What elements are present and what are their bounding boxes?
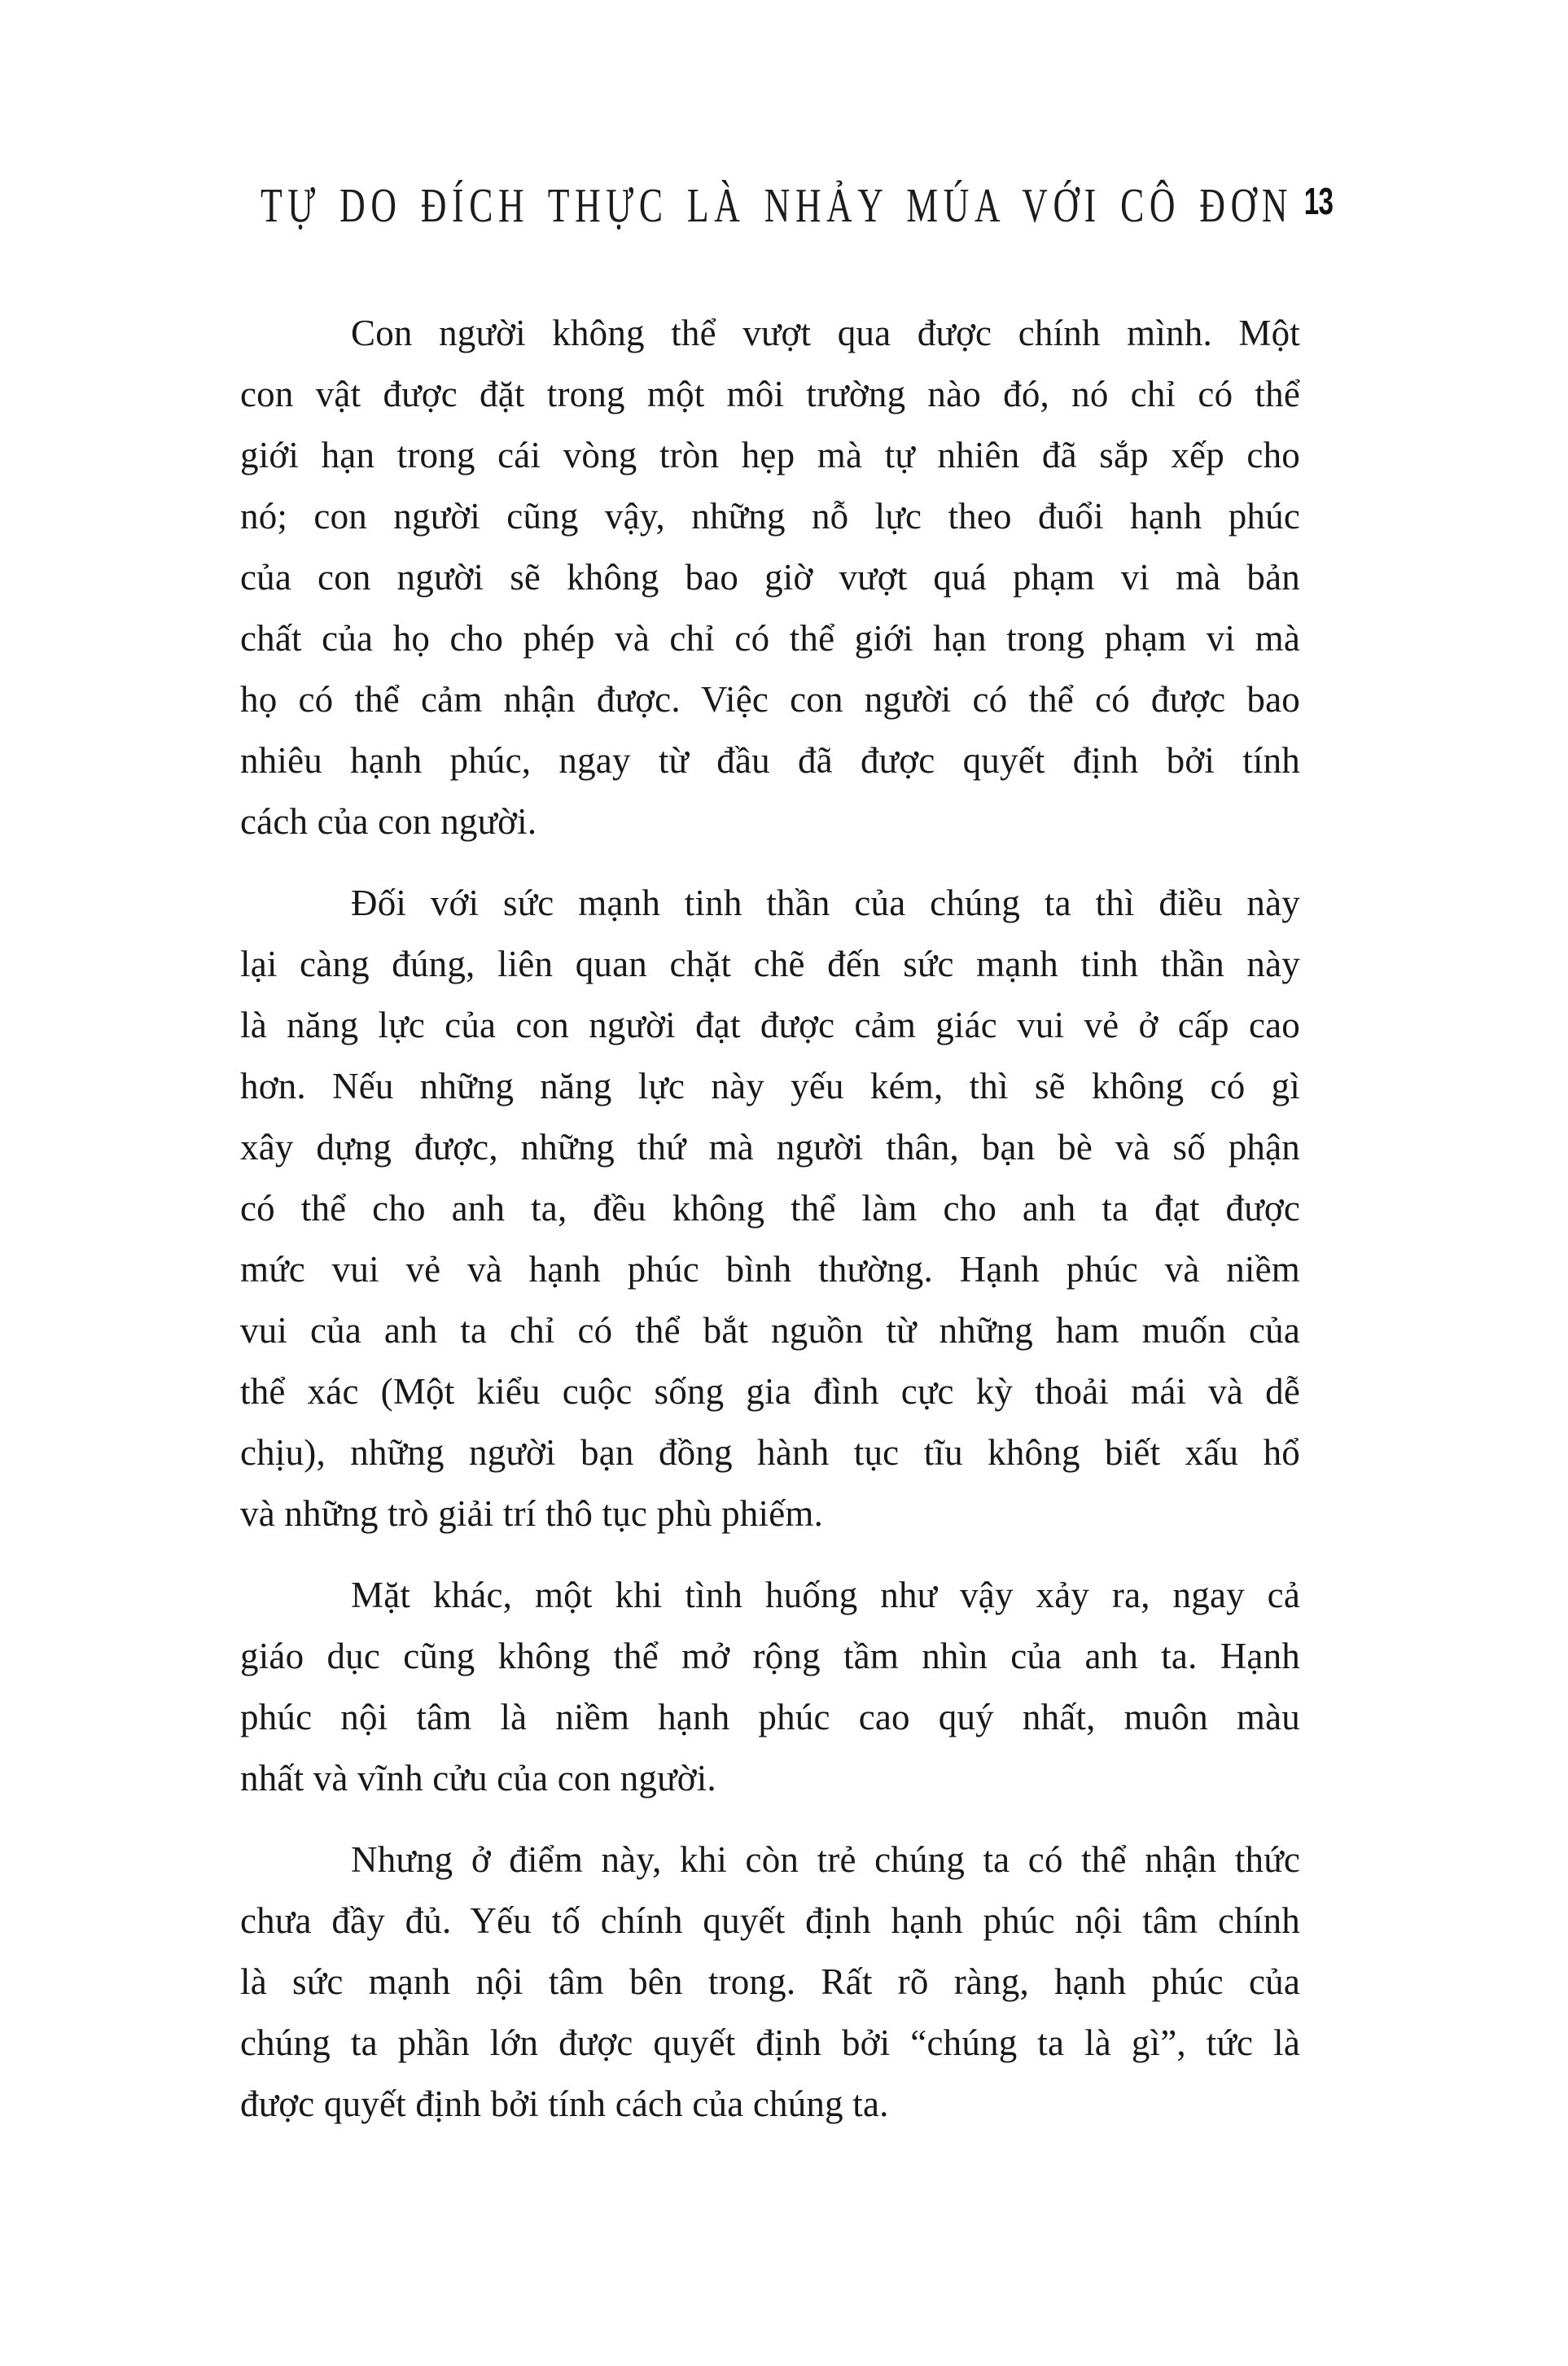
text-line: Con người không thể vượt qua được chính mình. Một: [351, 313, 1300, 353]
text-line: có thể cho anh ta, đều không thể làm cho anh ta đạt được: [240, 1188, 1300, 1229]
text-line: là sức mạnh nội tâm bên trong. Rất rõ ràng, hạnh phúc của: [240, 1961, 1300, 2002]
text-line: nhất và vĩnh cửu của con người.: [240, 1758, 716, 1799]
paragraph: [240, 1565, 1300, 1809]
body-text: [240, 303, 1300, 2155]
text-line: thể xác (Một kiểu cuộc sống gia đình cực kỳ thoải mái và dễ: [240, 1371, 1300, 1412]
text-line: nhiêu hạnh phúc, ngay từ đầu đã được quyết định bởi tính: [240, 740, 1300, 781]
text-line: và những trò giải trí thô tục phù phiếm.: [240, 1493, 824, 1534]
text-line: cách của con người.: [240, 801, 537, 842]
text-line: được quyết định bởi tính cách của chúng ta.: [240, 2083, 889, 2124]
text-line: chất của họ cho phép và chỉ có thể giới hạn trong phạm vi mà: [240, 618, 1300, 659]
text-line: chưa đầy đủ. Yếu tố chính quyết định hạnh phúc nội tâm chính: [240, 1900, 1300, 1941]
text-line: phúc nội tâm là niềm hạnh phúc cao quý nhất, muôn màu: [240, 1697, 1300, 1737]
text-line: lại càng đúng, liên quan chặt chẽ đến sức mạnh tinh thần này: [240, 944, 1300, 984]
text-line: vui của anh ta chỉ có thể bắt nguồn từ những ham muốn của: [240, 1310, 1300, 1351]
paragraph: [240, 873, 1300, 1544]
text-line: Mặt khác, một khi tình huống như vậy xảy ra, ngay cả: [351, 1575, 1300, 1615]
text-line: Đối với sức mạnh tinh thần của chúng ta thì điều này: [351, 883, 1300, 923]
text-line: mức vui vẻ và hạnh phúc bình thường. Hạnh phúc và niềm: [240, 1249, 1300, 1290]
text-line: giáo dục cũng không thể mở rộng tầm nhìn của anh ta. Hạnh: [240, 1636, 1300, 1676]
text-line: Nhưng ở điểm này, khi còn trẻ chúng ta có thể nhận thức: [351, 1839, 1300, 1880]
running-title: TỰ DO ĐÍCH THỰC LÀ NHẢY MÚA VỚI CÔ ĐƠN: [260, 178, 1294, 232]
text-line: là năng lực của con người đạt được cảm giác vui vẻ ở cấp cao: [240, 1005, 1300, 1045]
text-line: chịu), những người bạn đồng hành tục tĩu không biết xấu hổ: [240, 1432, 1300, 1473]
text-line: giới hạn trong cái vòng tròn hẹp mà tự nhiên đã sắp xếp cho: [240, 435, 1300, 475]
text-line: chúng ta phần lớn được quyết định bởi “chúng ta là gì”, tức là: [240, 2022, 1300, 2063]
text-line: xây dựng được, những thứ mà người thân, bạn bè và số phận: [240, 1127, 1300, 1168]
paragraph: [240, 1829, 1300, 2135]
text-line: hơn. Nếu những năng lực này yếu kém, thì sẽ không có gì: [240, 1066, 1300, 1106]
paragraph: [240, 303, 1300, 852]
text-line: con vật được đặt trong một môi trường nào đó, nó chỉ có thể: [240, 374, 1300, 414]
text-line: của con người sẽ không bao giờ vượt quá phạm vi mà bản: [240, 557, 1300, 598]
page-header: [240, 177, 1333, 243]
page-number: 13: [1303, 180, 1333, 222]
text-line: họ có thể cảm nhận được. Việc con người có thể có được bao: [240, 679, 1300, 720]
text-line: nó; con người cũng vậy, những nỗ lực theo đuổi hạnh phúc: [240, 496, 1300, 537]
